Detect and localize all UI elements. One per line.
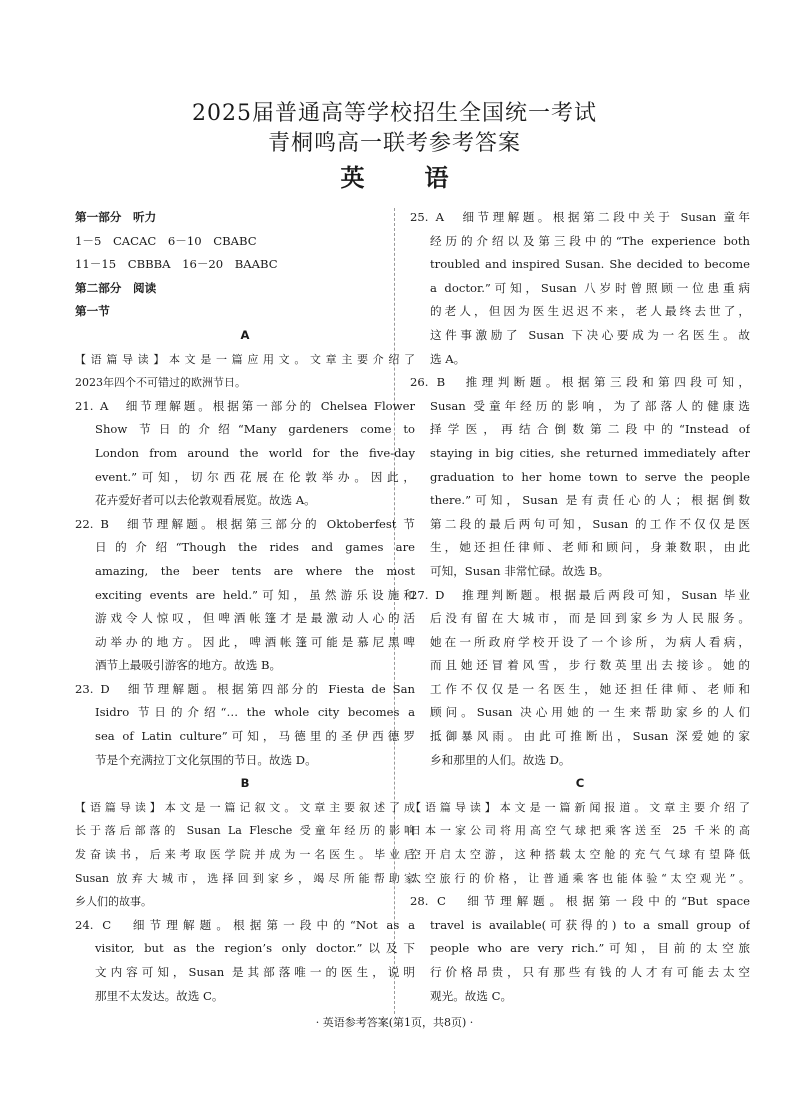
exam-title: 2025届普通高等学校招生全国统一考试 [192,101,597,126]
right-column-line: 空开启太空游，这种搭载太空舱的充气气球有望降低 [410,848,750,862]
right-column-line: 25. A 细节理解题。根据第二段中关于 Susan 童年 [410,210,750,224]
left-column-line: 花卉爱好者可以去伦敦观看展览。故选 A。 [95,493,316,508]
left-column-line: 11－15 CBBBA 16－20 BAABC [75,257,278,272]
right-column-line: people who are very rich.”可知，目前的太空旅 [430,941,750,956]
right-column-line: Susan 受童年经历的影响，为了部落人的健康选 [430,398,750,413]
right-column-line: 经历的介绍以及第三段中的“The experience both [430,233,750,248]
left-column-line: 那里不太发达。故选 C。 [95,988,224,1003]
right-column-line: 行价格昂贵，只有那些有钱的人才有可能去太空 [430,965,750,979]
right-column-line: 26. B 推理判断题。根据第三段和第四段可知， [410,375,750,390]
left-column-line: 22. B 细节理解题。根据第三部分的 Oktoberfest 节 [75,516,415,531]
left-column-line: Isidro 节日的介绍“… the whole city becomes a [95,705,415,720]
right-column-line: 后没有留在大城市，而是回到家乡为人民服务。 [430,611,750,626]
right-column-line: 工作不仅仅是一名医生，她还担任律师、老师和 [430,681,750,696]
left-column-line: 第二部分 阅读 [75,280,157,295]
right-column-line: a doctor.”可知，Susan 八岁时曾照顾一位患重病 [430,280,750,295]
left-column-line: event.”可知，切尔西花展在伦敦举办。因此， [95,469,415,484]
left-column-line: Susan 放弃大城市，选择回到家乡，竭尽所能帮助家 [75,871,415,885]
right-column-line: 顾问。Susan 决心用她的一生来帮助家乡的人们 [430,705,750,720]
right-column-line: C [575,776,585,791]
left-column-line: 动举办的地方。因此，啤酒帐篷可能是慕尼黑啤 [95,634,415,649]
left-column-line: London from around the world for the five-day [95,445,415,460]
left-column-line: B [240,776,250,791]
left-column-line: 乡人们的故事。 [75,895,152,909]
right-column-line: travel is available(可获得的) to a small group of [430,917,750,932]
left-column-line: 21. A 细节理解题。根据第一部分的 Chelsea Flower [75,398,415,413]
left-column-line: 节是个充满拉丁文化氛围的节日。故选 D。 [95,752,317,767]
left-column-line: 文内容可知，Susan 是其部落唯一的医生，说明 [95,965,415,979]
right-column-line: 抵御暴风雨。由此可推断出，Susan 深爱她的家 [430,729,750,744]
left-column-line: amazing, the beer tents are where the most [95,563,415,578]
right-column-line: 这件事激励了 Susan 下决心要成为一名医生。故 [430,327,750,342]
right-column-line: 择学医，再结合倒数第二段中的“Instead of [430,422,750,437]
right-column-line: 生，她还担任律师、老师和顾问，身兼数职，由此 [430,540,750,555]
left-column-line: 23. D 细节理解题。根据第四部分的 Fiesta de San [75,681,415,696]
left-column-line: 游戏令人惊叹，但啤酒帐篷才是最激动人心的活 [95,611,415,626]
answer-key-title: 青桐鸣高一联考参考答案 [267,131,521,156]
right-column-line: 乡和那里的人们。故选 D。 [430,752,571,767]
right-column [410,206,750,1008]
left-column [75,206,415,1008]
right-column-line: staying in big cities, she returned immediately after [430,445,750,460]
left-column-line: 第一部分 听力 [75,210,157,224]
left-column-line: 2023年四个不可错过的欧洲节日。 [75,376,246,390]
right-column-line: 可知，Susan 非常忙碌。故选 B。 [430,563,610,578]
left-column-line: 发奋读书，后来考取医学院并成为一名医生。毕业后 [75,848,415,862]
right-column-line: 28. C 细节理解题。根据第一段中的“But space [410,894,750,909]
page-footer: · 英语参考答案(第1页，共8页) · [315,1016,474,1029]
left-column-line: 酒节上最吸引游客的地方。故选 B。 [95,658,282,673]
right-column-line: 日本一家公司将用高空气球把乘客送至 25 千米的高 [410,824,750,838]
left-column-line: 长于落后部落的 Susan La Flesche 受童年经历的影响 [75,824,415,838]
right-column-line: there.”可知，Susan 是有责任心的人；根据倒数 [430,493,750,508]
right-column-line: 选 A。 [430,351,466,366]
right-column-line: 的老人，但因为医生迟迟不来，老人最终去世了， [430,304,750,319]
right-column-line: 太空旅行的价格，让普通乘客也能体验“太空观光”。 [410,871,750,885]
right-column-line: graduation to her home town to serve the people [430,469,750,484]
right-column-line: 她在一所政府学校开设了一个诊所，为病人看病， [430,634,750,649]
right-column-line: troubled and inspired Susan. She decided to become [430,257,750,272]
right-column-line: 观光。故选 C。 [430,988,513,1003]
left-column-line: exciting events are held.”可知，虽然游乐设施和 [95,587,415,602]
left-column-line: visitor, but as the region’s only doctor.”以及下 [95,941,415,956]
left-column-line: 1－5 CACAC 6－10 CBABC [75,233,257,248]
left-column-line: sea of Latin culture”可知，马德里的圣伊西德罗 [95,729,415,744]
left-column-line: Show 节日的介绍“Many gardeners come to [95,422,415,437]
left-column-line: A [240,327,250,342]
left-column-line: 【语篇导读】本文是一篇记叙文。文章主要叙述了成 [75,800,415,814]
subject-title: 英 语 [340,164,467,192]
right-column-line: 27. D 推理判断题。根据最后两段可知，Susan 毕业 [410,587,750,602]
left-column-line: 日的介绍“Though the rides and games are [95,540,415,555]
right-column-line: 而且她还冒着风雪，步行数英里出去接诊。她的 [430,658,750,673]
right-column-line: 第二段的最后两句可知，Susan 的工作不仅仅是医 [430,516,750,531]
left-column-line: 第一节 [75,304,110,319]
right-column-line: 【语篇导读】本文是一篇新闻报道。文章主要介绍了 [410,800,750,814]
left-column-line: 24. C 细节理解题。根据第一段中的“Not as a [75,917,415,932]
left-column-line: 【语篇导读】本文是一篇应用文。文章主要介绍了 [75,352,415,366]
